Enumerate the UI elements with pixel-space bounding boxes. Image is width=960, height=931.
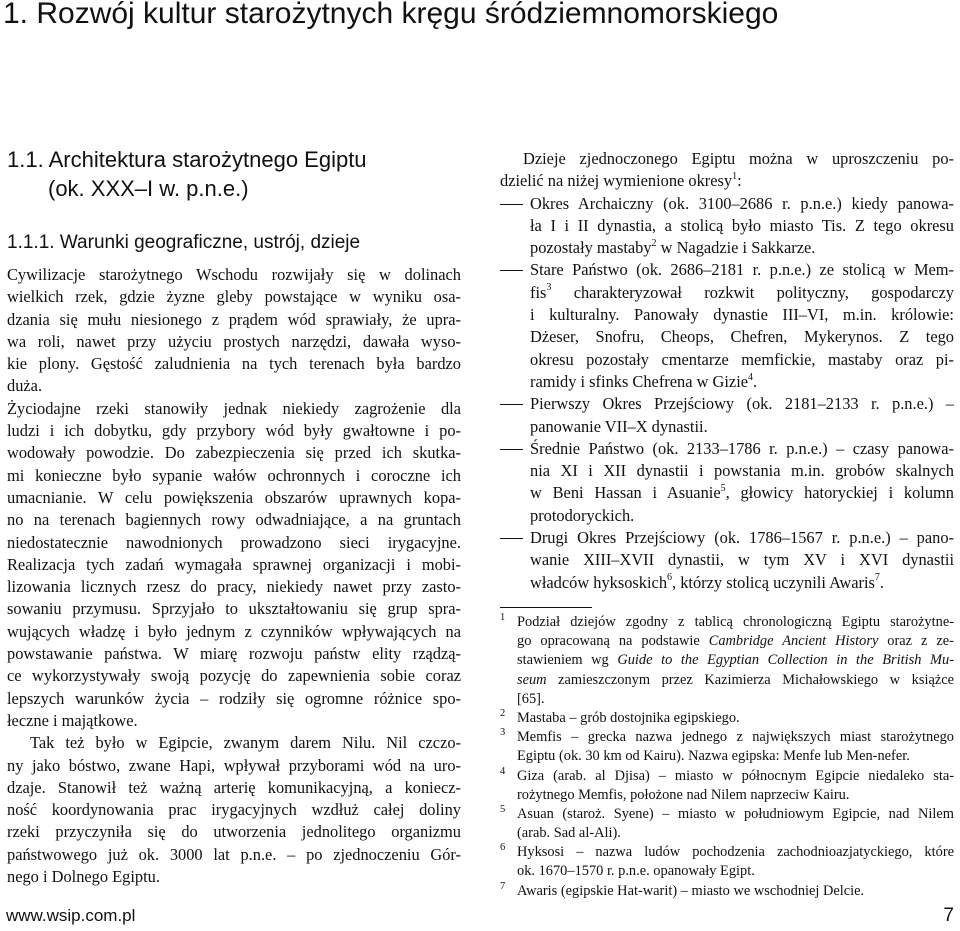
text-line: władców hyksoskich$^6$, którzy stolicą uczynili Awaris$^7$. xyxy=(530,572,885,592)
footnote-ref: 4 xyxy=(748,371,754,383)
text-line: ność koordynowania prac irygacyjnych wzdłuż całej doliny xyxy=(7,800,461,820)
footnote-ref: 5 xyxy=(720,482,726,494)
footnote-divider xyxy=(500,607,592,608)
text-line: Życiodajne rzeki stanowiły jednak niekiedy zagrożenie dla xyxy=(7,398,461,418)
footnotes xyxy=(500,613,954,901)
text-line: Hyksosi – nazwa ludów pochodzenia zachodnioazjatyckiego, które xyxy=(517,844,954,861)
footnote xyxy=(500,728,954,766)
footnote-ref: 6 xyxy=(667,572,673,584)
paragraph xyxy=(500,148,954,193)
paragraph xyxy=(7,732,461,888)
text-line: Giza (arab. al Djisa) – miasto w północnym Egipcie niedaleko sta- xyxy=(517,767,954,784)
text-line: ny jako bóstwo, zwane Hapi, wpływał przyborami wód na uro- xyxy=(7,755,461,775)
text-line: niedostatecznie nawodnionych prowadzono sieci irygacyjne. xyxy=(7,532,461,552)
text-line: Podział dziejów zgodny z tablicą chronologiczną Egiptu starożytne- xyxy=(517,614,954,630)
footnote xyxy=(500,805,954,843)
text-line: umacnianie. W celu powiększenia obszarów uprawnych kopa- xyxy=(7,487,461,507)
section-title: 1.1. Architektura starożytnego Egiptu xyxy=(7,147,367,172)
text-line: wanie XIII–XVII dynastii, w tym XV i XVI dynastii xyxy=(530,550,954,570)
text-line: Pierwszy Okres Przejściowy (ok. 2181–2133 r. p.n.e.) – xyxy=(530,394,954,414)
text-line: wa roli, nawet przy użyciu prostych narzędzi, dawała wyso- xyxy=(7,331,461,351)
footnote xyxy=(500,709,954,728)
period-list-item xyxy=(500,259,954,393)
text-line: dzania się mułu niesionego z prądem wód sprawiały, że upra- xyxy=(7,309,461,329)
text-line: protodoryckich. xyxy=(530,505,635,525)
text-line: Dżeser, Snofru, Cheops, Chefren, Mykerynos. Z tego xyxy=(530,327,954,347)
text-line: (arab. Sad al-Ali). xyxy=(517,825,621,842)
text-line: panowanie VII–X dynastii. xyxy=(530,416,708,436)
text-line: sowaniu przymusu. Sprzyjało to ukształtowaniu się grup spra- xyxy=(7,599,461,619)
text-line: ludzi i ich dobytku, gdy przybory wód były gwałtowne i po- xyxy=(7,421,461,441)
text-line: wujących władzę i było jednym z czynników wpływających na xyxy=(7,621,461,641)
period-list-item xyxy=(500,193,954,260)
text-line: Okres Archaiczny (ok. 3100–2686 r. p.n.e.) kiedy panowa- xyxy=(530,193,954,213)
paragraph xyxy=(7,264,461,398)
text-line: wodowały powodzie. Do zabezpieczenia się przed ich skutka- xyxy=(7,443,461,463)
text-line: Memfis – grecka nazwa jednego z największych miast starożytnego xyxy=(517,729,954,746)
section-title-continued: (ok. XXX–I w. p.n.e.) xyxy=(48,176,249,201)
paragraph xyxy=(7,398,461,732)
footnote-ref: 3 xyxy=(546,282,552,294)
footnote-number: 6 xyxy=(500,842,506,854)
text-line: ce wykorzystywały swoją pozycję do zapewnienia sobie coraz xyxy=(7,666,461,686)
footnote-number: 2 xyxy=(500,707,506,719)
footnote xyxy=(500,843,954,881)
text-line: Średnie Państwo (ok. 2133–1786 r. p.n.e.) – czasy panowa- xyxy=(530,438,954,458)
chapter-title: 1. Rozwój kultur starożytnych kręgu śródziemnomorskiego xyxy=(3,0,779,30)
text-line: w Beni Hassan i Asuanie$^5$, głowicy hatoryckiej i kolumn xyxy=(530,482,954,503)
text-line: duża. xyxy=(7,376,43,396)
footnote-number: 4 xyxy=(500,765,506,777)
text-line: ok. 1670–1570 r. p.n.e. opanowały Egipt. xyxy=(517,863,755,880)
text-line: państwowego już ok. 3000 lat p.n.e. – po zjednoczeniu Gór- xyxy=(7,844,461,864)
text-line: no na terenach bagiennych rowy odwadniające, a na gruntach xyxy=(7,510,461,530)
right-column-text xyxy=(500,148,954,594)
footnote-ref: 2 xyxy=(651,237,657,249)
text-line: Tak też było w Egipcie, zwanym darem Nilu. Nil czczo- xyxy=(30,733,461,753)
page-number: 7 xyxy=(943,905,954,926)
text-line: Realizacja tych zadań wymagała sprawnej organizacji i mobi- xyxy=(7,554,461,574)
text-line: łeczne i majątkowe. xyxy=(7,710,138,730)
text-line: dzielić na niżej wymienione okresy$^1$: xyxy=(500,170,742,191)
footnote xyxy=(500,882,954,901)
left-column-text xyxy=(7,264,461,888)
text-line: okresu pozostały cmentarze memfickie, mastaby oraz pi- xyxy=(530,349,954,369)
text-line: Awaris (egipskie Hat-warit) – miasto we wschodniej Delcie. xyxy=(517,882,865,899)
footnote-number: 5 xyxy=(500,803,506,815)
text-line: wielkich rzek, gdzie żyzne gleby powstające w wyniku osa- xyxy=(7,287,461,307)
period-list-item xyxy=(500,393,954,438)
text-line: dzaje. Stanowił też ważną arterię komunikacyjną, a koniecz- xyxy=(7,777,461,797)
subsection-title: 1.1.1. Warunki geograficzne, ustrój, dzieje xyxy=(7,232,361,253)
publisher-url: www.wsip.com.pl xyxy=(6,906,136,925)
text-line: fis$^3$ charakteryzował rozkwit polityczny, gospodarczy xyxy=(530,282,954,302)
footnote-number: 7 xyxy=(500,880,506,892)
text-line: powstawanie państwa. W miarę rozwoju państw elity rządzą- xyxy=(7,644,461,664)
text-line: Egiptu (ok. 30 km od Kairu). Nazwa egipska: Menfe lub Men-nefer. xyxy=(517,748,910,765)
text-line: Stare Państwo (ok. 2686–2181 r. p.n.e.) ze stolicą w Mem- xyxy=(530,260,954,280)
footnote-ref: 7 xyxy=(874,572,880,584)
footnote-number: 1 xyxy=(500,612,506,623)
text-line: go opracowaną na podstawie Cambridge Ancient History oraz z ze- xyxy=(517,633,954,650)
text-line: rożytnego Memfis, położone nad Nilem naprzeciw Kairu. xyxy=(517,786,850,803)
text-line: Cywilizacje starożytnego Wschodu rozwijały się w dolinach xyxy=(7,265,461,284)
text-line: seum zamieszczonym przez Kazimierza Michałowskiego w książce xyxy=(517,671,954,688)
period-list-item xyxy=(500,527,954,594)
text-line: ramidy i sfinks Chefrena w Gizie$^4$. xyxy=(530,371,758,391)
footnote-number: 3 xyxy=(500,727,506,739)
text-line: lepszych warunków życia – rodziły się ogromne różnice spo- xyxy=(7,688,461,708)
text-line: rzeki przyczyniła się do utworzenia jednolitego organizmu xyxy=(7,822,461,842)
text-line: nia XI i XII dynastii i powstania m.in. grobów skalnych xyxy=(530,461,954,481)
text-line: stawieniem wg Guide to the Egyptian Collection in the British Mu- xyxy=(517,652,954,669)
text-line: pozostały mastaby$^2$ w Nagadzie i Sakkarze. xyxy=(530,237,816,258)
text-line: nego i Dolnego Egiptu. xyxy=(7,867,160,887)
text-line: Drugi Okres Przejściowy (ok. 1786–1567 r. p.n.e.) – pano- xyxy=(530,528,954,548)
text-line: Asuan (staroż. Syene) – miasto w południowym Egipcie, nad Nilem xyxy=(517,805,954,822)
text-line: lizowania licznych rzesz do pracy, niekiedy nawet przy zasto- xyxy=(7,577,461,597)
footnote xyxy=(500,767,954,805)
period-list-item xyxy=(500,438,954,527)
text-line: Dzieje zjednoczonego Egiptu można w uproszczeniu po- xyxy=(523,149,954,168)
footnote xyxy=(500,613,954,709)
text-line: i kulturalny. Panowały dynastie III–VI, m.in. królowie: xyxy=(530,305,954,325)
text-line: [65]. xyxy=(517,690,545,707)
text-line: Mastaba – grób dostojnika egipskiego. xyxy=(517,709,740,726)
text-line: ła I i II dynastia, a stolicą było miasto Tis. Z tego okresu xyxy=(530,215,954,235)
footnote-ref: 1 xyxy=(732,170,738,182)
text-line: kie plony. Gęstość zaludnienia na tych terenach była bardzo xyxy=(7,354,461,374)
text-line: mi konieczne było sypanie wałów ochronnych i coroczne ich xyxy=(7,465,461,485)
